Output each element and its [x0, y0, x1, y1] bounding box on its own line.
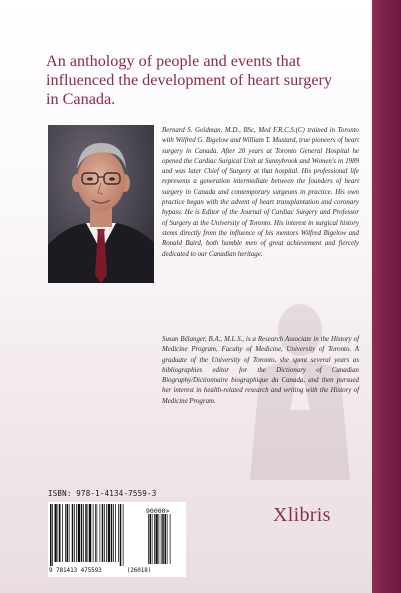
barcode-price-digits: (26018) — [126, 567, 152, 574]
author-portrait — [48, 125, 154, 283]
publisher-logo: Xlibris — [273, 504, 331, 526]
barcode-digits — [49, 567, 187, 574]
author-bio-belanger: Susan Bélanger, B.A., M.L.S., is a Research Associate in the History of Medicine Program, Faculty of Medicine, University of Toronto. A graduate of the University of Toronto, she spent several years as bibliographies editor for the Dictionary of Canadian Biography/Dictionnaire biographique du Canada, and then pursued her interest in health-related research and writing with the History of Medicine Program. — [162, 336, 359, 405]
author-bio-goldman: Bernard S. Goldman, M.D., BSc, Med F.R.C.S.(C) trained in Toronto with Wilfred G. Bigelow and William T. Mustard, true pioneers of heart surgery in Canada. After 20 years at Toronto General Hospital he opened the Cardiac Surgical Unit at Sunnybrook and Women's in 1989 and was later Chief of Surgery at that hospital. His professional life represents a generation intermediate between the founders of heart surgery in Canada and contemporary surgeons in practice. His own practice began with the advent of heart transplantation and coronary bypass. He is Editor of the Journal of Cardiac Surgery and Professor of Surgery at the University of Toronto. His interest in surgical history stems directly from the influence of his mentors Wilfred Bigelow and Ronald Baird, both humble men of great achievement and fiercely dedicated to our Canadian heritage. — [162, 127, 359, 258]
barcode-addon-digits: 90000> — [146, 507, 170, 515]
spine-color-band — [372, 0, 401, 593]
isbn-label: ISBN: 978-1-4134-7559-3 — [48, 489, 157, 498]
barcode-main-digits: 9 781413 475593 — [49, 567, 102, 574]
author-photo — [48, 125, 154, 283]
cover-tagline: An anthology of people and events that influenced the development of heart surgery in Canada. — [46, 52, 333, 108]
